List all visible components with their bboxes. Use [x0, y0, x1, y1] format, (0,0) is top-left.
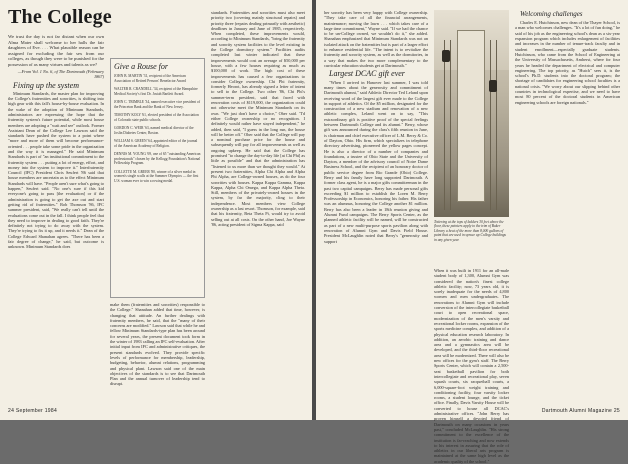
give-entry: COLLETTE M. GREER '80, winner of a silver medal in women's single sculls at the Summer Olympics — the first U.S. woman ever to win a rowing medal. — [114, 169, 199, 183]
intro-attribution: —From Vol. 1 No. 6, of The Dartmouth (February 1867) — [17, 68, 104, 80]
subhead-fixing-system: Fixing up the system — [13, 80, 79, 90]
ladder-rail — [490, 40, 491, 210]
give-entry: TIMOTHY KOLY '61, elected president of the Association of Colorado state public schools. — [114, 113, 199, 122]
right-page — [316, 0, 628, 464]
ladder-rail — [450, 40, 451, 210]
largest-gift-body: "When I arrived in Hanover last summer, I was told many times about the generosity and commitment of Dartmouth alumni," said Athletic Director Ted Leland upon receiving word of the largest gift ever made to the College in support of athletics. Of the $5 million, designated for the construction of a new stadium and renovation of a new athletic complex, Leland went on to say, "This extraordinary gift is positive proof of the special feelings between Dartmouth College and its alumni." Berry, whose gift was announced during the class's fifth reunion in June, is chairman and chief executive officer of L.M. Berry & Co. of Dayton, Ohio. His firm, which specializes in telephone directory advertising, pioneered the yellow pages concept. He is also a director of a number of companies and foundations, a trustee of Ohio State and the University of Dayton, a member of the advisory council of Notre Dame Business School, and the recipient of an honorary doctor of public service degree from Rio Grande (Ohio) College. Berry and his family have long supported Dartmouth. A former class agent, he is a major gifts committeeman in the past two capital campaigns. Berry has made personal gifts exceeding $1 million to establish the Loren M. Berry Professorship in Economics, honoring his father. His father was an alumnus, honoring the College another $1 million. Berry has also been a leader in 18th reunion giving and Alumni Fund campaigns. The Berry Sports Center, as the planned athletic facility will be named, will be constructed as part of a new multi-purpose sports pavilion along with renovation of Alumni Gym and Davis Field House. President McLaughlin noted that Berry's "generosity and support — [324, 79, 428, 244]
right-column-1 — [324, 10, 428, 406]
give-entry: JOHN C. TRIMBLE '34, named executive vice president of the Princeton Bank and the Bank of New Jersey. — [114, 100, 201, 109]
welcoming-body: Charles E. Hutchinson, new dean of the Thayer School, is a man who welcomes challenges. "It's a lot of fun doing," he said of his job as the engineering school's dean as a six-year expansion program which includes enlargement of facilities and increases in the number of tenure-track faculty and in student enrollment—especially graduate students. Hutchinson, who came from the School of Engineering at the University of Massachusetts, Amherst, where for four years he headed the department of electrical and computer engineering. The top priority, as "Hutch" sees it, is the school's Ph.D. students into the doctoral program; the shortage of candidates for engineering school faculties is a national crisis. "We worry about our slipping behind other countries in technological expertise, and we need to have most 80 percent of the doctoral students in American engineering schools are foreign nationals." — [515, 20, 620, 105]
right-column-3 — [515, 10, 620, 406]
building-column — [457, 30, 485, 202]
ladder-rail — [496, 40, 497, 210]
give-a-rouse-box — [110, 58, 205, 298]
give-entry: DENNIS M. YOUNG '69, one of 65 "outstanding American professionals" chosen by the Kellogg Foundation's National Fellowship Program. — [114, 152, 201, 165]
painter-figure — [489, 80, 497, 92]
left-column-1 — [8, 34, 104, 406]
fixing-system-body: Minimum Standards, the master plan for improving the College's fraternities and sororities, is shifting into high gear with this fall's house-by-house evaluation. In the wake of the adoption of Minimum Standards, administrators are expressing the hope that the fraternity system's future potential, while most house members are adopting a "wait and see" outlook. Former Assistant Dean of the College Lee Lawson said the standards have pushed the system to a point where "more and more of them will become performance-oriented . . . people take some pride in the organization and the way it is managed." He said Minimum Standards is part of "an institutional commitment to the fraternity system . . . putting a lot of energy, effort, and money into the system to improve it." Interfraternity Council (IFC) President Chris Seufert '86 said that house members are uncertain as to the effect Minimum Standards will have. "People aren't sure what's going to happen," Seufert said. "No one's sure if this kid everyone's going to pass [the evaluation] or if the administration is going to get the axe out and start getting rid of fraternities." Rob Thomson '86, IFC summer president, said, "We really can't tell until the evaluations come out in the fall. I think people feel that they need to improve in dealing to good faith. They're definitely not trying to do away with the system. They're trying to fix it up, and it needs it." Dean of the College Edward Shanahan agrees. "There has been a fair degree of change," he said, but outcome is unknown. Minimum Standards does — [8, 90, 104, 250]
painters-photo — [434, 10, 509, 217]
give-entry: WILLIAM S. GREEN '64, appointed editor of the journal of the American Academy of Religion. — [114, 139, 198, 148]
give-entry: JOHN B. MARTIN '31, recipient of the American Association of Retired Persons' Benefactor Award — [114, 74, 186, 83]
column-3-body: standards. Fraternities and sororities must also meet priority two (covering mainly structural repairs) and priority three (repairs dealing primarily with aesthetic) deadlines in January and June of 1985, respectively. When completed, these improvements would, according to Minimum Standards, "bring the fraternity and sorority system facilities to the level existing in the College dormitory system." Facilities audits completed last winter indicated that these improvements would cost an average of $50,000 per house, with a few houses requiring as much as $100,000 of work. The high cost of these improvements has caused a few organizations to consider College ownership. Chi Phi fraternity, formerly Heorot, has already signed a letter of intent to sell to the College. Two other '86, Chi Phi's summer-term president, said that faced with renovation costs of $119,000, the organization could not otherwise meet the Minimum Standards on its own. "We just don't have a choice," Oher said. "I'd either College ownership or no recognition. I definitely would rather have stayed independent," he added, then said, "I guess in the long run, the house will be better off." Oher said that the College will pay a nominal purchase price for the house and subsequently will pay for all improvements as well as ongoing upkeep. He said that the College has promised "to change the day-to-day life [at Chi Phi] as little as possible" and that the administration has "listened to us more than we thought they would." At present two fraternities, Alpha Chi Alpha and Alpha Phi Alpha, are College-owned houses, as do the four sororities with houses. Kappa Kappa Gamma, Kappa Kappa, Alpha Chi Omega, and Kappa Alpha Theta. Still, members of the privately-owned houses in the system, by far the majority, cling to their independence. Most members view College ownership as a last resort. Thomson, for example, said that his fraternity, Beta Theta Pi, would try to avoid selling out at all costs. On the other hand, Joe Wayne '86, acting president of Sigma Kappa, said — [211, 10, 305, 227]
left-column-2-tail — [110, 302, 205, 406]
subhead-largest-gift: Largest DCAC gift ever — [329, 69, 405, 79]
subhead-welcoming: Welcoming challenges — [520, 10, 583, 18]
give-a-rouse-title: Give a Rouse for — [114, 62, 168, 71]
left-page — [0, 0, 312, 420]
gym-body: When it was built in 1911 for an all-male student body of 1,300, Alumni Gym was considered the nation's finest college athletic facility; now, 73 years old, it is sorely inadequate for the needs of 4,800 women and men undergraduates. The renovations to Alumni Gym will include conversion of the intercollegiate basketball court to open recreational space, modernization of the men's varsity and recreational locker rooms, expansion of the sports medicine complex, and addition of a physical education research laboratory. In addition, an aerobic training and dance area and a gymnastics area will be developed, and the third-floor recreational area will be modernized. There will also be new offices for the gym's staff. The Berry Sports Center, which will contain a 2,500-seat basketball pavilion for both intercollegiate and recreational play, seven squash courts, six racquetball courts, a 6,000-square-foot weight training and conditioning facility, four varsity locker rooms, a student lounge, and the ticket office. Finally, Davis Varsity House will be converted to house all DCAC's administrative offices. "John Berry has proven himself a devoted friend of Dartmouth on many occasions in years past," concluded McLaughlin. "His strong commitment to the excellence of the institution is far-reaching and now extends to his interest in assuring that the role of athletics in our liberal arts program is maintained at the same high level as the academic quality of the school." — [434, 268, 509, 464]
column-2-continued: make them (fraternities and sororities) responsible to the College." Shanahan added that time, however, is changing that attitude. An further dealings with fraternity members, he said, that the "many of their concerns are modified." Lawson said that while he and fellow Minimum Standards-type plan has been around for several years, the present document took form in the winter of 1983 calling an IFC self-evaluation. After initial input from IFC and administrative critiques, the present standards evolved. They provide specific levels of performance for membership, leadership, budgeting, behavior, alumni relations, programming and physical plant. Lawson said one of the main objectives of the standards is to see that Dartmouth Plan and the annual turnover of leadership tend to disrupt. — [110, 302, 205, 387]
ladder-rail — [444, 40, 445, 210]
sorority-body: her sorority has been very happy with College ownership. "They take care of all the financial arrangements, maintenance; moving the lawn . . . which takes care of a large time commitment," Wayne said. "If we had the chance to be un-College owned, we wouldn't do it," she added. Shanahan emphasized that Minimum Standards was not an isolated attack on the fraternities but is part of a larger effort to enhance residential life. "The intent is to revitalize the fraternity and sorority system, as well as the dormitories, in a way that makes the two more complementary to the curricular education students get at Dartmouth." — [324, 10, 428, 68]
left-page-footer: 24 September 1984 — [8, 408, 58, 414]
give-entry: GORDON C. WEIR '63, named medical director of the Joslin Diabetes Center, Boston. — [114, 126, 194, 135]
give-entry: WALTER R. CRANDELL '34, recipient of the Hampshire Medical Society's first Dr. Josiah Bartlett Award. — [114, 87, 198, 96]
right-column-2-lower — [434, 268, 509, 464]
left-column-3 — [211, 10, 305, 406]
painter-figure — [442, 50, 450, 62]
right-page-footer: Dartmouth Alumni Magazine 25 — [541, 408, 620, 414]
section-title: The College — [8, 6, 112, 28]
photo-caption: Tottering at the tops of ladders 30 feet above the floor, these painters apply to the trim of Baker Library a heat of the more than 8,000 gallons of paint that are used in spruce up College buildings in any given year. — [434, 220, 506, 242]
intro-quote: We trust the day is not far distant when our own Alma Mater shall welcome to her halls the fair daughters of Eve. . . . What plausible reason can be assigned for excluding the fair sex from our colleges, as though they were to be punished for the possession of as many virtues and talents as we? — [8, 34, 104, 67]
